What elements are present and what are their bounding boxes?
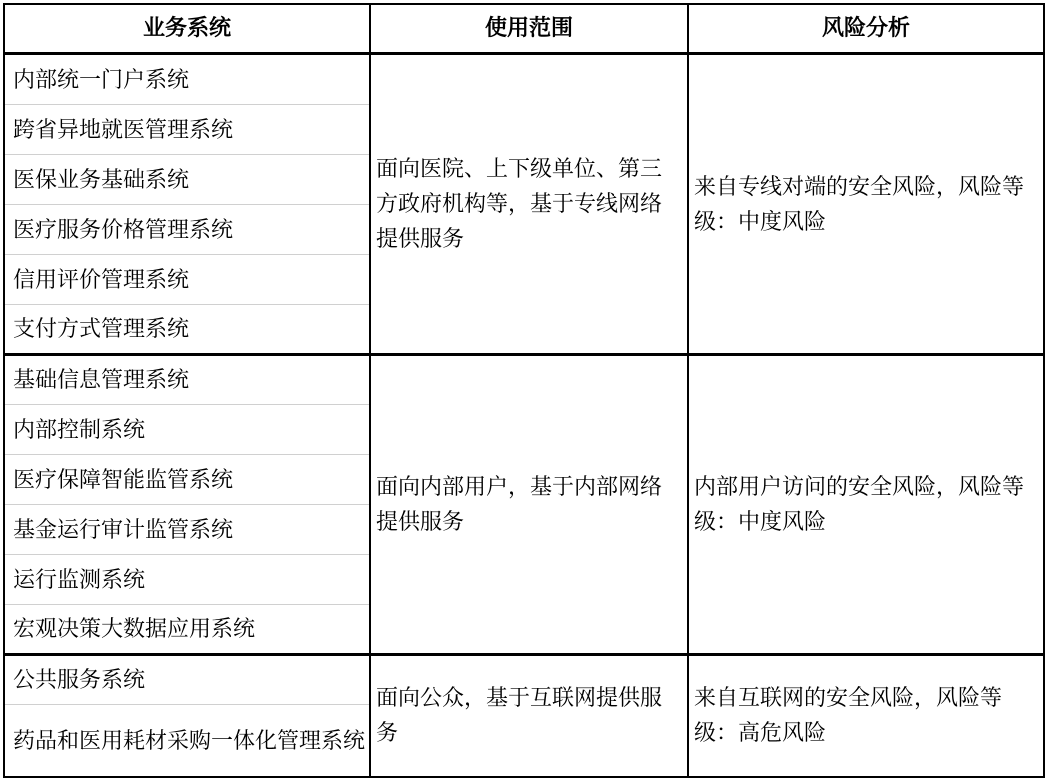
risk-analysis-text: 来自互联网的安全风险，风险等级：高危风险 [694,686,1003,746]
system-name: 药品和医用耗材采购一体化管理系统 [13,728,366,754]
row-divider [5,704,369,705]
row-divider [5,304,369,305]
table-border-left [3,3,5,778]
usage-scope-text: 面向内部用户，基于内部网络提供服务 [376,474,663,535]
system-name: 内部控制系统 [13,417,146,443]
header-border-bottom [3,52,1045,55]
header-usage-scope: 使用范围 [484,15,573,41]
system-name: 运行监测系统 [13,567,146,593]
group-divider [3,353,1045,356]
table-border-right [1043,3,1045,778]
system-name: 医疗保障智能监管系统 [13,467,234,493]
column-divider [369,3,371,778]
table-border-top [3,3,1045,5]
risk-analysis-text: 内部用户访问的安全风险，风险等级：中度风险 [694,474,1025,535]
usage-scope-text: 面向公众，基于互联网提供服务 [376,686,663,746]
header-business-system: 业务系统 [142,15,231,41]
row-divider [5,204,369,205]
column-divider [687,3,689,778]
row-divider [5,154,369,155]
system-name: 医疗服务价格管理系统 [13,217,234,243]
row-divider [5,554,369,555]
header-risk-analysis: 风险分析 [821,15,910,41]
usage-scope-text: 面向医院、上下级单位、第三方政府机构等，基于专线网络提供服务 [376,157,663,252]
system-name: 宏观决策大数据应用系统 [13,617,256,642]
row-divider [5,404,369,405]
system-name: 跨省异地就医管理系统 [13,117,234,143]
row-divider [5,254,369,255]
system-name: 基金运行审计监管系统 [13,517,234,543]
system-name: 基础信息管理系统 [13,367,190,393]
system-name: 医保业务基础系统 [13,167,190,193]
system-name: 支付方式管理系统 [13,317,190,342]
row-divider [5,454,369,455]
system-name: 公共服务系统 [13,667,146,693]
table-border-bottom [3,776,1045,778]
row-divider [5,504,369,505]
system-name: 信用评价管理系统 [13,267,190,293]
group-divider [3,653,1045,656]
row-divider [5,104,369,105]
row-divider [5,604,369,605]
risk-analysis-text: 来自专线对端的安全风险，风险等级：中度风险 [694,174,1025,235]
system-name: 内部统一门户系统 [13,67,190,93]
